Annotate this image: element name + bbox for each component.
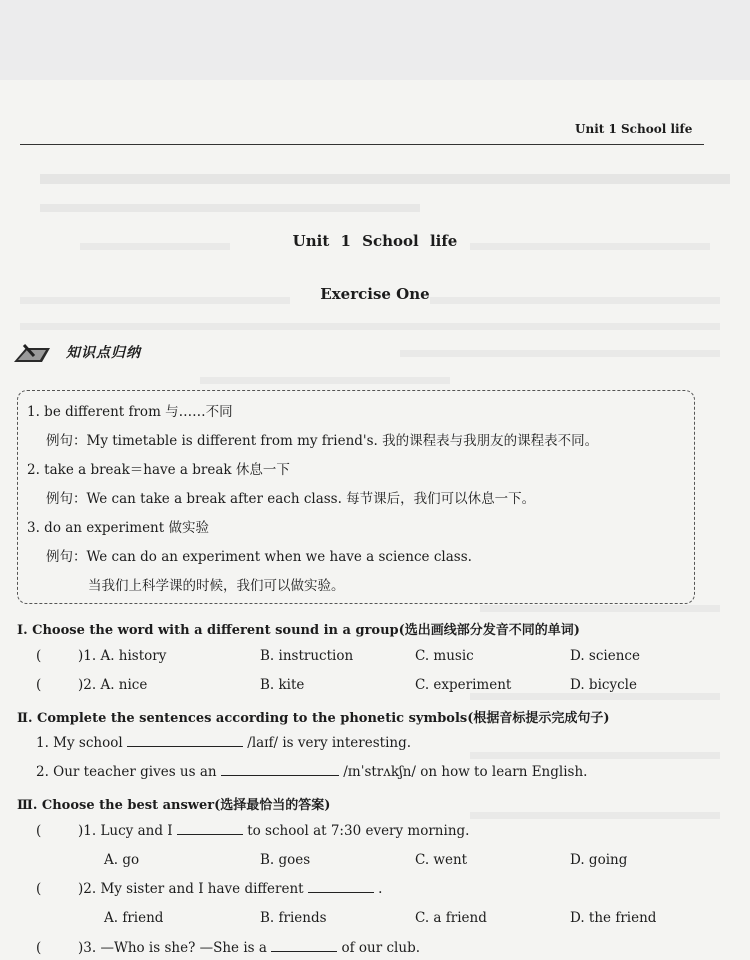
knowledge-1-example: 例句：My timetable is different from my friend's. 我的课程表与我朋友的课程表不同。 <box>46 433 599 449</box>
option-a: A. go <box>104 852 140 868</box>
stem-end: to school at 7:30 every morning. <box>247 823 470 839</box>
option-a: A. friend <box>104 910 164 926</box>
answer-blank[interactable] <box>127 746 243 747</box>
option-b: B. friends <box>260 910 327 926</box>
badge-label: 知识点归纳 <box>66 345 141 361</box>
section-3-q1-stem <box>78 823 469 839</box>
q2-stem-start: 2. Our teacher gives us an <box>36 764 217 780</box>
option-d: D. going <box>570 852 628 868</box>
section-3-title: Ⅲ. Choose the best answer(选择最恰当的答案) <box>17 798 331 813</box>
unit-title: Unit 1 School life <box>292 232 458 250</box>
section-2-title: Ⅱ. Complete the sentences according to the phonetic symbols(根据音标提示完成句子) <box>17 711 610 726</box>
knowledge-badge <box>12 340 162 366</box>
option-c: C. experiment <box>415 677 512 693</box>
question-stem: )2. A. nice <box>78 677 148 693</box>
exercise-title: Exercise One <box>320 285 430 303</box>
section-1-title: Ⅰ. Choose the word with a different sound in a group(选出画线部分发音不同的单词) <box>17 623 580 638</box>
stem-start: )3. —Who is she? —She is a <box>78 940 267 956</box>
option-c: C. went <box>415 852 468 868</box>
option-d: D. bicycle <box>570 677 637 693</box>
book-pen-icon <box>12 342 52 364</box>
knowledge-3-example-translation: 当我们上科学课的时候，我们可以做实验。 <box>88 578 345 594</box>
answer-blank[interactable] <box>308 892 374 893</box>
option-b: B. kite <box>260 677 305 693</box>
knowledge-2-example: 例句：We can take a break after each class. 每节课后，我们可以休息一下。 <box>46 491 536 507</box>
option-d: D. the friend <box>570 910 657 926</box>
running-header: Unit 1 School life <box>575 122 693 136</box>
answer-paren[interactable]: ( <box>36 648 42 664</box>
option-c: C. music <box>415 648 474 664</box>
q2-stem-end: /ɪnˈstrʌkʃn/ on how to learn English. <box>343 764 588 780</box>
answer-paren[interactable]: ( <box>36 940 42 956</box>
section-2-q2 <box>36 764 587 780</box>
answer-paren[interactable]: ( <box>36 823 42 839</box>
option-d: D. science <box>570 648 640 664</box>
header-rule <box>20 144 704 145</box>
answer-paren[interactable]: ( <box>36 881 42 897</box>
answer-blank[interactable] <box>221 775 339 776</box>
knowledge-3-head: 3. do an experiment 做实验 <box>27 520 209 536</box>
option-b: B. goes <box>260 852 311 868</box>
option-c: C. a friend <box>415 910 487 926</box>
knowledge-3-example: 例句：We can do an experiment when we have a science class. <box>46 549 472 565</box>
option-b: B. instruction <box>260 648 354 664</box>
section-3-q3-stem <box>78 940 420 956</box>
stem-start: )1. Lucy and I <box>78 823 173 839</box>
knowledge-2-head: 2. take a break＝have a break 休息一下 <box>27 462 290 478</box>
stem-end: . <box>378 881 383 897</box>
answer-blank[interactable] <box>177 834 243 835</box>
q1-stem-end: /laɪf/ is very interesting. <box>247 735 412 751</box>
background-top <box>0 0 750 88</box>
section-2-q1 <box>36 735 411 751</box>
section-3-q2-stem <box>78 881 382 897</box>
q1-stem-start: 1. My school <box>36 735 123 751</box>
knowledge-1-head: 1. be different from 与……不同 <box>27 404 233 420</box>
answer-blank[interactable] <box>271 951 337 952</box>
answer-paren[interactable]: ( <box>36 677 42 693</box>
question-stem: )1. A. history <box>78 648 167 664</box>
stem-start: )2. My sister and I have different <box>78 881 304 897</box>
stem-end: of our club. <box>341 940 421 956</box>
